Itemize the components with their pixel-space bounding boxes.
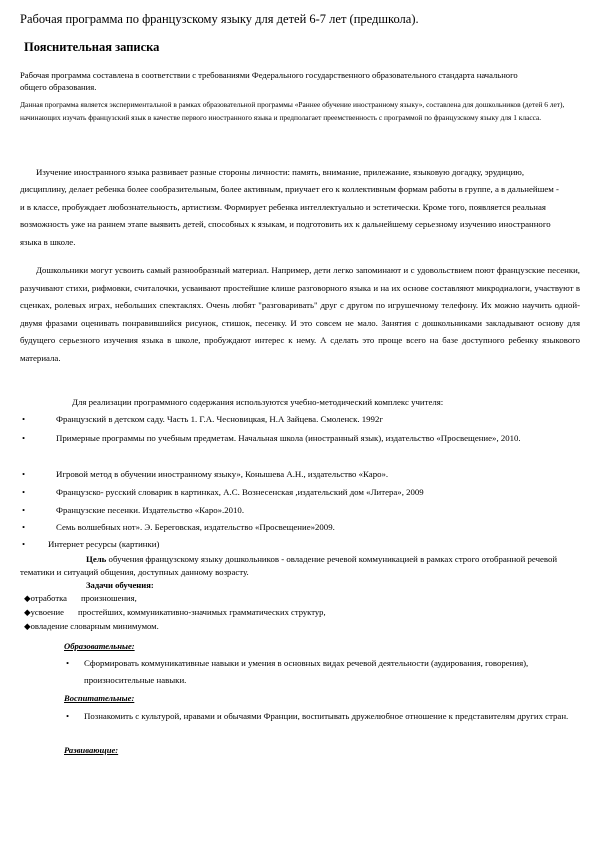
task-item: ◆отработка произношения, — [24, 593, 137, 603]
bullet-icon: • — [22, 414, 26, 424]
page-title: Рабочая программа по французскому языку для детей 6-7 лет (предшкола). — [20, 12, 419, 26]
goal-label: Цель — [86, 554, 107, 564]
bullet-icon: • — [22, 539, 26, 549]
diamond-bullet-icon: ◆ — [24, 621, 31, 631]
resource-item: Французский в детском саду. Часть 1. Г.А. Чесновицкая, Н.А Зайцева. Смоленск. 1992г — [56, 414, 383, 424]
resource-item: Игровой метод в обучении иностранному языку», Конышева А.Н., издательство «Каро». — [56, 469, 389, 479]
developmental-label: Развивающие: — [64, 745, 119, 755]
educational-item: Сформировать коммуникативные навыки и умения в основных видах речевой деятельности (аудирования, говорения), произносительные навыки. — [84, 658, 529, 685]
resource-item: Примерные программы по учебным предметам. Начальная школа (иностранный язык), издательство «Просвещение», 2010. — [56, 433, 521, 443]
tasks-title: Задачи обучения: — [86, 580, 154, 590]
bullet-icon: • — [22, 469, 26, 479]
bullet-icon: • — [22, 522, 26, 532]
task-item: ◆овладение словарным минимумом. — [24, 621, 159, 631]
paragraph-program: Данная программа является экспериментальной в рамках образовательной программы «Раннее обучение иностранному языку», составлена для дошкольников (детей 6 лет), начинающих изучать французский язык в качестве первого иностранного языка и предполагает преемственность с программой по французскому языку для 1 класса. — [20, 100, 565, 123]
diamond-bullet-icon: ◆ — [24, 607, 31, 617]
goal-paragraph — [20, 553, 580, 578]
goal-text: обучения французскому языку дошкольников - овладение речевой коммуникацией в рамках строго отобранной речевой тематики и ситуаций общения, доступных данному возрасту. — [20, 554, 558, 577]
paragraph-preschoolers: Дошкольники могут усвоить самый разнообразный материал. Например, дети легко запоминают и с удовольствием поют французские песенки, разучивают стихи, рифмовки, считалочки, усваивают простейшие клише разговорного языка и на их основе составляют микродиалоги, участвуют в сценках, ролевых играх, небольших спектаклях. Очень любят "разговаривать" друг с другом по игрушечному телефону. Их можно научить одной-двумя фразами оценивать понравившийся рисунок, стишок, песенку. И это совсем не мало. Занятия с дошкольниками закладывают основу для будущего серьезного изучения языка в школе, пробуждают интерес к нему. А сделать это проще всего на базе доступного ребенку языкового материала. — [20, 265, 580, 363]
educational-label: Образовательные: — [64, 641, 135, 651]
paragraph-resources-intro: Для реализации программного содержания используются учебно-методический комплекс учителя: — [72, 397, 444, 407]
upbringing-label: Воспитательные: — [64, 693, 135, 703]
bullet-icon: • — [22, 433, 26, 443]
resource-item: Французские песенки. Издательство «Каро».2010. — [56, 505, 245, 515]
bullet-icon: • — [66, 711, 70, 721]
bullet-icon: • — [22, 505, 26, 515]
resource-item: Семь волшебных нот». Э. Береговская, издательство «Просвещение»2009. — [56, 522, 335, 532]
paragraph-standard: Рабочая программа составлена в соответствии с требованиями Федерального государственного образовательного стандарта начального общего образования. — [20, 70, 518, 92]
upbringing-item: Познакомить с культурой, нравами и обычаями Франции, воспитывать дружелюбное отношение к представителям других стран. — [84, 711, 569, 721]
bullet-icon: • — [66, 658, 70, 668]
diamond-bullet-icon: ◆ — [24, 593, 31, 603]
bullet-icon: • — [22, 487, 26, 497]
resource-item: Интернет ресурсы (картинки) — [48, 539, 160, 549]
paragraph-benefits: Изучение иностранного языка развивает разные стороны личности: память, внимание, прилежание, языковую догадку, эрудицию, дисциплину, делает ребенка более сообразительным, более активным, приучает его к коллективным формам работы в группе, а в дальнейшем - и в классе, пробуждает любознательность, артистизм. Формирует ребенка интеллектуально и эстетически. Кроме того, появляется реальная возможность уже на раннем этапе выявить детей, способных к языкам, и подготовить их к дальнейшему серьезному изучению иностранного языка в школе. — [20, 167, 559, 247]
section-title: Пояснительная записка — [24, 40, 160, 54]
resource-item: Французско- русский словарик в картинках, А.С. Вознесенская ,издательский дом «Литера», 2009 — [56, 487, 424, 497]
task-item: ◆усвоение простейших, коммуникативно-значимых грамматических структур, — [24, 607, 326, 617]
